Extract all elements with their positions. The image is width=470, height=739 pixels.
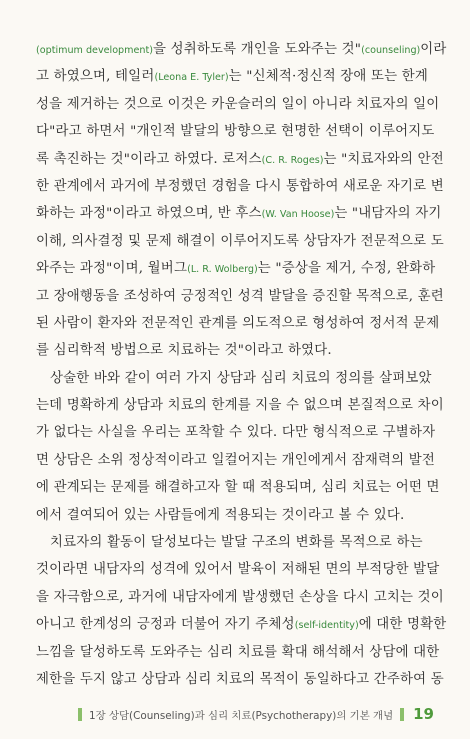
paragraph [36,36,447,365]
text-run: 아니고 한계성의 긍정과 더불어 자기 주체성 [36,617,295,633]
text-line [36,118,435,145]
english-term: (Leona E. Tyler) [154,72,229,84]
text-line [36,283,444,310]
text-run: 을 성취하도록 개인을 도와주는 것" [152,42,362,57]
text-run: 느낌을 달성하도록 도와주는 심리 치료를 확대 해석해서 상담에 대한 [36,644,440,660]
text-line [36,502,430,529]
text-run: 이라 [420,42,447,57]
text-line [36,310,440,337]
text-line [36,584,444,611]
running-footer-title: 1장 상담(Counseling)과 심리 치료(Psychotherapy)의 기본 개념 [89,709,394,722]
text-run: 을 자극함으로, 과거에 내담자에게 발생했던 손상을 다시 고치는 것이 [36,589,444,605]
text-run: 이해, 의사결정 및 문제 해결이 이루어지도록 상담자가 전문적으로 도 [36,233,444,249]
text-run: 성을 제거하는 것으로 이것은 카운슬러의 일이 아니라 치료자의 일이 [36,96,440,112]
text-run: 치료자의 활동이 달성보다는 발달 구조의 변화를 목적으로 하는 [50,535,423,551]
text-line [36,611,447,638]
text-run: 는데 명확하게 상담과 치료의 한계를 지을 수 없으며 본질적으로 차이 [36,398,444,414]
text-run: 와주는 과정"이며, 월버그 [36,261,188,277]
text-run: 에서 결여되어 있는 사람들에게 적용되는 것이라고 볼 수 있다. [36,507,405,523]
english-term: (C. R. Roges) [261,154,324,166]
text-run: 면 상담은 소위 정상적이라고 일컬어지는 개인에게서 잠재력의 발전 [36,452,435,468]
text-line [36,474,440,501]
text-line [36,447,435,474]
text-run: 는 "내담자의 자기 [334,206,442,222]
text-line [36,365,430,392]
text-line [36,200,442,227]
text-run: 는 "치료자와의 안전 [323,151,444,167]
text-line [36,529,430,556]
text-run: 된 사람이 환자와 전문적인 관계를 의도적으로 형성하여 정서적 문제 [36,315,440,331]
english-term: (L. R. Wolberg) [187,264,258,276]
text-line [36,666,444,693]
text-run: 다"라고 하면서 "개인적 발달의 방향으로 현명한 선택이 이루어지도 [36,124,435,140]
text-run: 한 관계에서 과거에 부정했던 경험을 다시 통합하여 새로운 자기로 변 [36,178,444,194]
text-line [36,91,440,118]
text-run: 고 장애행동을 조성하여 긍정적인 성격 발달을 증진할 목적으로, 훈련 [36,288,444,304]
english-term: (counseling) [361,45,421,56]
text-line [36,419,436,446]
english-term: (self-identity) [294,620,359,632]
text-line [36,36,447,63]
english-term: (W. Van Hoose) [261,209,335,221]
text-run: 를 심리학적 방법으로 치료하는 것"이라고 하였다. [36,343,332,359]
text-line [36,556,440,583]
text-line [36,639,440,666]
text-line [36,392,444,419]
text-line [36,337,430,364]
text-run: 록 촉진하는 것"이라고 하였다. 로저스 [36,151,262,167]
text-line [36,255,436,282]
text-run: 화하는 과정"이라고 하였으며, 반 후스 [36,206,262,222]
text-run: 상술한 바와 같이 여러 가지 상담과 심리 치료의 정의를 살펴보았 [50,370,432,386]
footer-divider-right [400,708,404,721]
text-line [36,63,430,90]
text-line [36,228,444,255]
paragraph [36,529,447,693]
page-footer [0,702,434,726]
text-run: 제한을 두지 않고 상담과 심리 치료의 목적이 동일하다고 간주하여 동 [36,671,444,687]
page-number: 19 [413,705,434,723]
text-run: 고 하였으며, 테일러 [36,69,155,85]
text-line [36,173,444,200]
text-run: 는 "신체적·정신적 장애 또는 한계 [228,69,429,85]
body-text [36,36,447,693]
text-run: 는 "증상을 제거, 수정, 완화하 [257,261,436,277]
english-term: (optimum development) [36,45,153,56]
text-line [36,146,444,173]
text-run: 에 대한 명확한 [358,617,447,633]
text-run: 에 관계되는 문제를 해결하고자 할 때 적용되며, 심리 치료는 어떤 면 [36,480,440,496]
text-run: 것이라면 내담자의 성격에 있어서 발육이 저해된 면의 부적당한 발달 [36,562,440,578]
footer-divider-left [78,708,82,721]
paragraph [36,365,444,529]
text-run: 가 없다는 사실을 우리는 포착할 수 있다. 다만 형식적으로 구별하자 [36,425,436,441]
